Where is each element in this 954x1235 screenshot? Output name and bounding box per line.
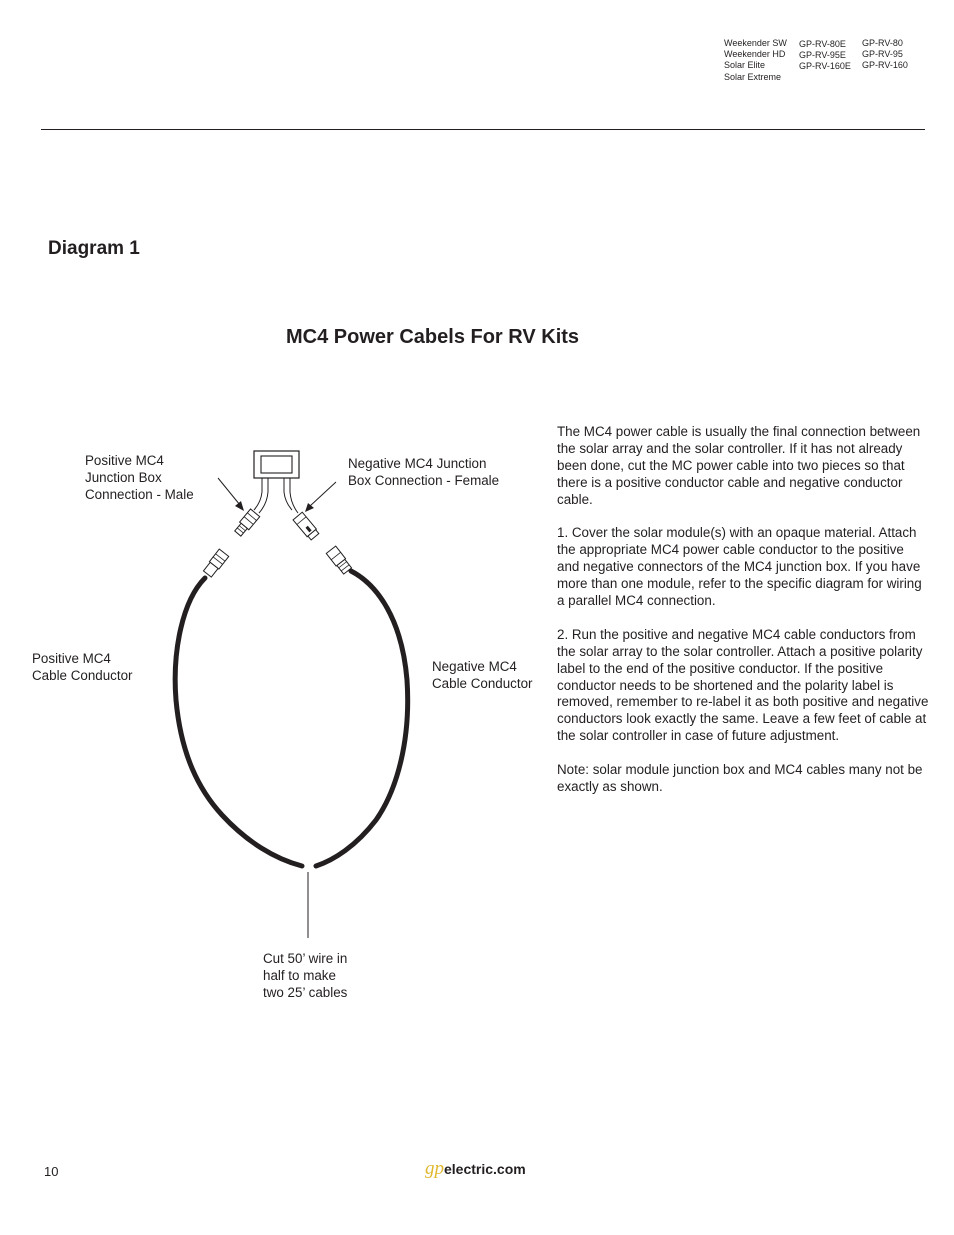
positive-junction-callout xyxy=(85,452,194,503)
diagram-label: Diagram 1 xyxy=(48,238,140,259)
positive-cable-connector xyxy=(203,549,229,578)
callout-line: Negative MC4 xyxy=(432,659,517,674)
page-number: 10 xyxy=(44,1164,59,1179)
leader-lines xyxy=(218,478,336,938)
model-name: GP-RV-95 xyxy=(862,49,903,60)
note-paragraph: Note: solar module junction box and MC4 cables many not be exactly as shown. xyxy=(557,762,923,794)
brand-logo-gp: gp xyxy=(425,1158,444,1179)
footer-brand xyxy=(425,1158,526,1180)
model-name: Weekender HD xyxy=(724,49,786,60)
page-title: MC4 Power Cabels For RV Kits xyxy=(286,326,580,348)
callout-line: Positive MC4 xyxy=(32,651,111,666)
callout-line: Box Connection - Female xyxy=(348,473,500,488)
model-name: Weekender SW xyxy=(724,38,787,48)
callout-line: Positive MC4 xyxy=(85,453,164,468)
negative-cable xyxy=(316,571,408,866)
intro-paragraph: The MC4 power cable is usually the final connection between the solar array and the solar controller. If it has not already been done, cut the MC power cable into two pieces so that there is a positive conductor cable and negative conductor cable. xyxy=(557,424,921,507)
callout-line: Cable Conductor xyxy=(432,676,533,691)
negative-junction-callout xyxy=(348,455,499,489)
model-name: GP-RV-95E xyxy=(799,50,846,61)
instructions xyxy=(557,424,929,813)
callout-line: Negative MC4 Junction xyxy=(348,456,487,471)
model-name: GP-RV-160E xyxy=(799,61,851,72)
junction-box xyxy=(254,451,299,513)
model-name: GP-RV-80 xyxy=(862,38,903,48)
brand-domain: electric.com xyxy=(444,1161,526,1177)
callout-line: half to make xyxy=(263,968,336,983)
positive-box-connector xyxy=(233,509,260,537)
positive-cable xyxy=(175,578,302,866)
callout-line: Cut 50’ wire in xyxy=(263,951,348,966)
step-2-paragraph: 2. Run the positive and negative MC4 cable conductors from the solar array to the solar controller. Attach a positive polarity label to the end of the positive conductor. If the positive conductor needs to be shortened and the polarity label is removed, remember to re-label it as both positive and negative conductors look exactly the same. Leave a few feet of cable at the solar controller in case of future adjustment. xyxy=(557,626,929,744)
callout-line: Junction Box xyxy=(85,470,162,485)
negative-box-connector xyxy=(293,512,320,540)
negative-cable-callout xyxy=(432,658,533,692)
model-name: GP-RV-80E xyxy=(799,39,846,49)
model-name: Solar Elite xyxy=(724,60,766,71)
negative-cable-connector xyxy=(326,546,352,575)
step-1-paragraph: 1. Cover the solar module(s) with an opaque material. Attach the appropriate MC4 power cable conductor to the positive and negative connectors of the MC4 junction box. If you have more than one module, refer to the specific diagram for wiring a parallel MC4 connection. xyxy=(557,525,922,609)
callout-line: two 25’ cables xyxy=(263,985,348,1000)
model-name: GP-RV-160 xyxy=(862,60,908,71)
callout-line: Connection - Male xyxy=(85,487,194,502)
positive-cable-callout xyxy=(32,650,133,684)
cut-wire-callout xyxy=(263,950,347,1001)
arrow-heads xyxy=(235,501,314,512)
callout-line: Cable Conductor xyxy=(32,668,133,683)
model-name: Solar Extreme xyxy=(724,71,782,82)
